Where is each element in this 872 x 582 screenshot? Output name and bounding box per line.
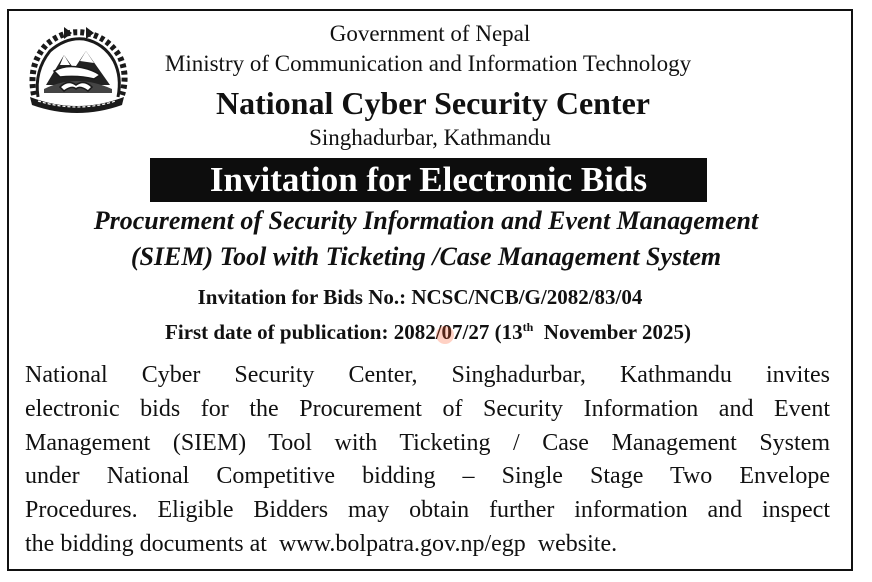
- center-name: National Cyber Security Center: [216, 85, 650, 121]
- notice-body: [25, 359, 830, 562]
- body-line: National Cyber Security Center, Singhadurbar, Kathmandu invites: [25, 362, 830, 388]
- center-address: Singhadurbar, Kathmandu: [309, 125, 551, 150]
- ministry-name: Ministry of Communication and Information Technology: [164, 51, 692, 76]
- body-line: under National Competitive bidding – Single Stage Two Envelope: [25, 463, 830, 490]
- body-line: Management (SIEM) Tool with Ticketing / Case Management System: [25, 429, 830, 456]
- publication-date-suffix: November 2025): [533, 320, 691, 344]
- notice-title-banner: Invitation for Electronic Bids: [150, 158, 707, 202]
- procurement-subject-line-2: (SIEM) Tool with Ticketing /Case Management System: [130, 242, 722, 271]
- procurement-subject-line-1: Procurement of Security Information and Event Management: [93, 206, 759, 235]
- body-line: electronic bids for the Procurement of Security Information and Event: [25, 395, 830, 422]
- body-line: Procedures. Eligible Bidders may obtain further information and inspect: [25, 497, 830, 524]
- publication-date-prefix: First date of publication: 2082/07/27 (13: [165, 320, 523, 344]
- publication-date: [0, 318, 856, 346]
- bid-number: Invitation for Bids No.: NCSC/NCB/G/2082/83/04: [197, 285, 643, 309]
- government-name: Government of Nepal: [329, 21, 531, 46]
- body-line: the bidding documents at www.bolpatra.gov.np/egp website.: [25, 530, 618, 557]
- publication-date-ordinal: th: [522, 320, 534, 334]
